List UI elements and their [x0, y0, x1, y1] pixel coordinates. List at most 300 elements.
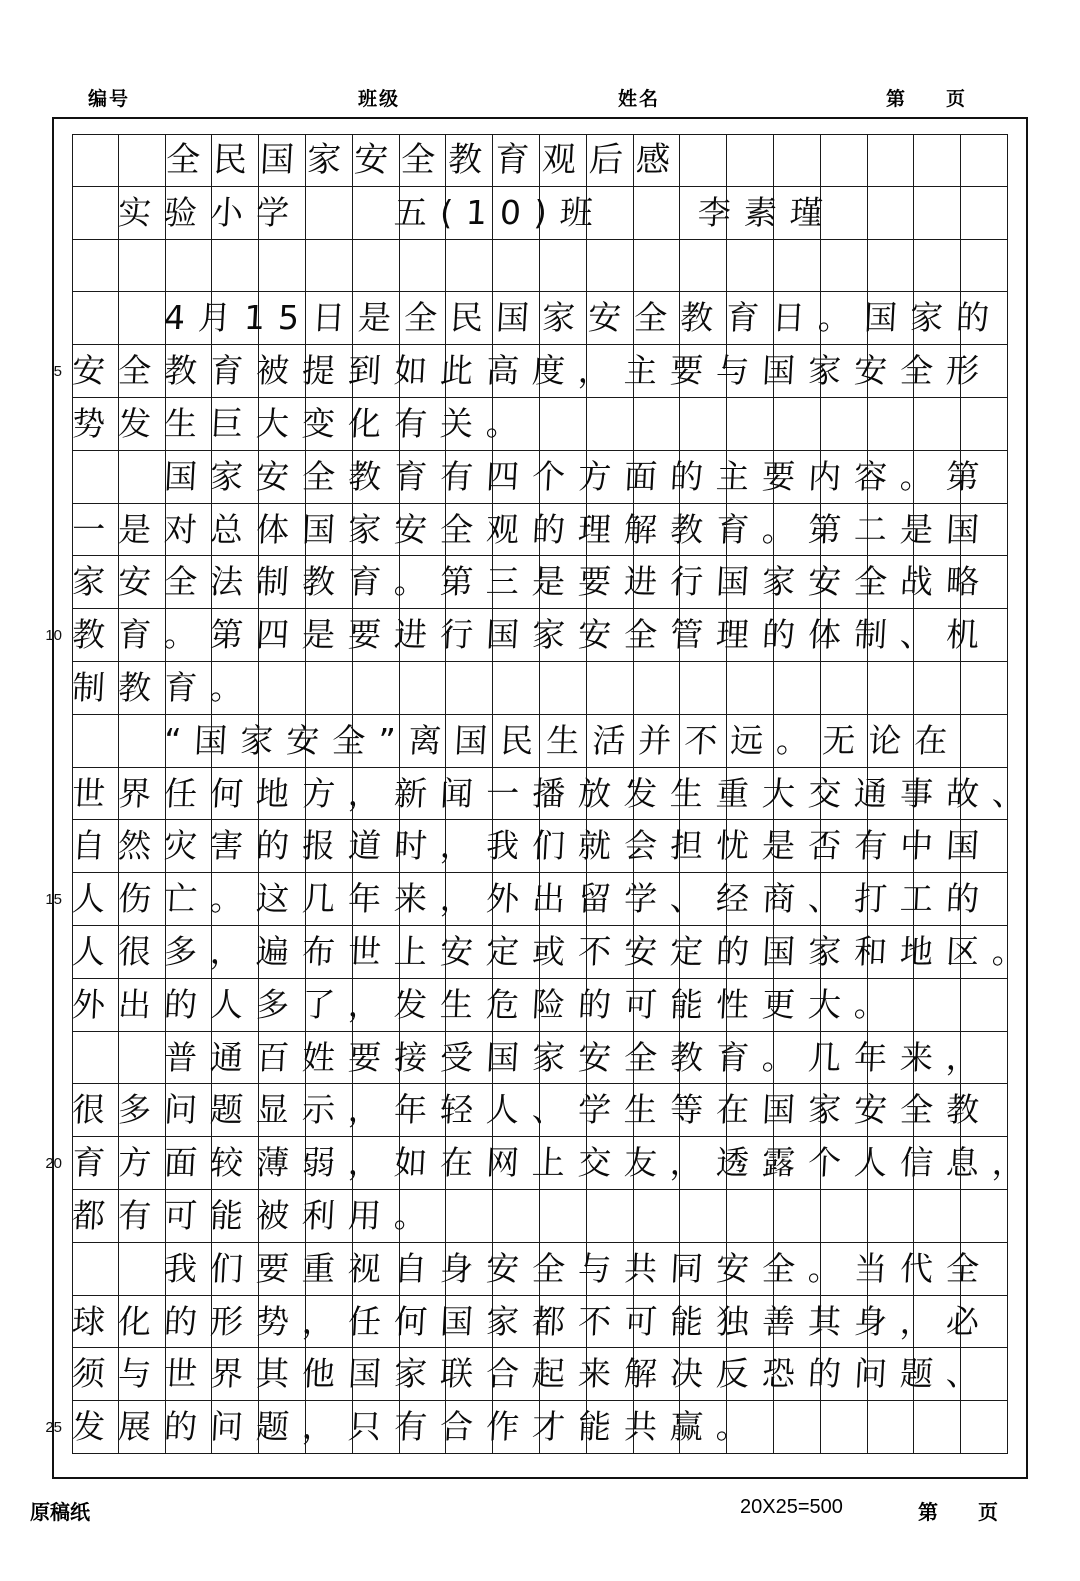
grid-cell — [587, 292, 634, 345]
grid-cell — [727, 768, 774, 821]
grid-cell — [727, 134, 774, 187]
grid-cell — [774, 504, 821, 557]
grid-cell — [72, 768, 119, 821]
grid-cell — [119, 451, 166, 504]
grid-cell — [446, 187, 493, 240]
grid-cell — [961, 504, 1008, 557]
grid-cell — [868, 451, 915, 504]
grid-cell — [540, 715, 587, 768]
grid-cell — [774, 768, 821, 821]
grid-cell — [493, 504, 540, 557]
grid-row — [72, 451, 1008, 504]
grid-cell — [166, 240, 213, 293]
grid-cell — [306, 715, 353, 768]
grid-cell — [914, 1348, 961, 1401]
grid-cell — [680, 556, 727, 609]
grid-cell — [446, 1296, 493, 1349]
grid-cell — [119, 1084, 166, 1137]
grid-cell — [868, 820, 915, 873]
grid-cell — [72, 292, 119, 345]
grid-row — [72, 1190, 1008, 1243]
grid-cell — [961, 820, 1008, 873]
grid-cell — [212, 1243, 259, 1296]
grid-cell — [72, 1190, 119, 1243]
grid-cell — [493, 556, 540, 609]
grid-cell — [166, 662, 213, 715]
grid-cell — [400, 873, 447, 926]
grid-cell — [119, 1348, 166, 1401]
grid-cell — [493, 1243, 540, 1296]
handwritten-line: 人很多，遍布世上安定或不安定的国家和地区。 — [71, 932, 1040, 971]
grid-cell — [259, 1401, 306, 1454]
grid-cell — [587, 768, 634, 821]
grid-cell — [914, 820, 961, 873]
grid-cell — [259, 768, 306, 821]
grid-cell — [680, 1084, 727, 1137]
grid-cell — [446, 134, 493, 187]
grid-cell — [914, 1243, 961, 1296]
grid-cell — [680, 240, 727, 293]
grid-cell — [727, 1243, 774, 1296]
grid-cell — [774, 662, 821, 715]
grid-cell — [727, 1032, 774, 1085]
grid-cell — [540, 1348, 587, 1401]
grid-cell — [446, 345, 493, 398]
grid-cell — [774, 715, 821, 768]
grid-cell — [634, 292, 681, 345]
grid-cell — [400, 609, 447, 662]
handwritten-line: 球化的形势，任何国家都不可能独善其身，必 — [71, 1301, 994, 1341]
grid-cell — [119, 398, 166, 451]
grid-cell — [680, 768, 727, 821]
grid-cell — [868, 556, 915, 609]
grid-cell — [306, 1243, 353, 1296]
grid-cell — [774, 1243, 821, 1296]
grid-cell — [166, 609, 213, 662]
grid-cell — [72, 187, 119, 240]
grid-cell — [680, 187, 727, 240]
grid-cell — [259, 240, 306, 293]
grid-cell — [634, 1190, 681, 1243]
grid-cell — [259, 979, 306, 1032]
grid-cell — [634, 715, 681, 768]
grid-cell — [540, 398, 587, 451]
grid-cell — [821, 820, 868, 873]
grid-cell — [72, 926, 119, 979]
grid-cell — [72, 134, 119, 187]
grid-cell — [821, 292, 868, 345]
grid-cell — [774, 556, 821, 609]
header-label-xingming: 姓名 — [618, 89, 661, 110]
grid-cell — [400, 662, 447, 715]
grid-cell — [493, 1032, 540, 1085]
grid-cell — [400, 1296, 447, 1349]
grid-cell — [400, 1401, 447, 1454]
grid-cell — [166, 504, 213, 557]
grid-cell — [259, 1084, 306, 1137]
grid-cell — [212, 1032, 259, 1085]
grid-cell — [540, 1296, 587, 1349]
grid-cell — [259, 609, 306, 662]
grid-cell — [400, 926, 447, 979]
grid-cell — [353, 556, 400, 609]
grid-cell — [680, 345, 727, 398]
grid-cell — [166, 820, 213, 873]
grid-row — [72, 345, 1008, 398]
grid-cell — [634, 662, 681, 715]
grid-cell — [914, 662, 961, 715]
grid-cell — [634, 820, 681, 873]
grid-cell — [306, 398, 353, 451]
handwritten-line: 世界任何地方，新闻一播放发生重大交通事故、 — [71, 773, 1040, 813]
handwritten-line: 我们要重视自身安全与共同安全。当代全 — [71, 1248, 994, 1288]
grid-row — [71, 926, 1040, 979]
grid-cell — [446, 1032, 493, 1085]
grid-cell — [119, 1296, 166, 1349]
grid-cell — [446, 1137, 493, 1190]
line-number: 5 — [53, 362, 62, 380]
grid-cell — [166, 979, 213, 1032]
grid-cell — [166, 556, 213, 609]
grid-cell — [961, 451, 1008, 504]
grid-cell — [400, 715, 447, 768]
grid-cell — [680, 398, 727, 451]
grid-cell — [821, 134, 868, 187]
grid-cell — [540, 768, 587, 821]
grid-cell — [961, 134, 1008, 187]
grid-cell — [119, 873, 166, 926]
grid-cell — [914, 1137, 961, 1190]
handwritten-line: 国家安全教育有四个方面的主要内容。第 — [71, 456, 994, 496]
grid-cell — [259, 398, 306, 451]
grid-cell — [587, 715, 634, 768]
grid-cell — [493, 134, 540, 187]
grid-cell — [634, 768, 681, 821]
grid-cell — [868, 768, 915, 821]
grid-cell — [259, 556, 306, 609]
grid-cell — [493, 979, 540, 1032]
header-label-di: 第 — [886, 89, 908, 110]
handwritten-line: 外出的人多了，发生危险的可能性更大。 — [71, 984, 902, 1024]
grid-cell — [540, 292, 587, 345]
grid-cell — [400, 1032, 447, 1085]
grid-cell — [821, 873, 868, 926]
grid-cell — [727, 292, 774, 345]
grid-cell — [306, 451, 353, 504]
grid-cell — [446, 240, 493, 293]
grid-row — [72, 1084, 1008, 1137]
grid-cell — [353, 873, 400, 926]
grid-cell — [774, 609, 821, 662]
grid-cell — [914, 345, 961, 398]
grid-cell — [774, 187, 821, 240]
grid-cell — [680, 1137, 727, 1190]
grid-cell — [961, 662, 1008, 715]
grid-cell — [212, 398, 259, 451]
grid-cell — [774, 1190, 821, 1243]
grid-cell — [868, 1190, 915, 1243]
footer-label-di: 第 — [918, 1502, 938, 1524]
grid-cell — [400, 1084, 447, 1137]
grid-cell — [72, 715, 119, 768]
grid-cell — [493, 926, 540, 979]
grid-cell — [72, 979, 119, 1032]
grid-cell — [961, 1137, 1008, 1190]
grid-row — [72, 873, 1008, 926]
grid-row — [72, 1296, 1008, 1349]
grid-cell — [821, 1084, 868, 1137]
grid-cell — [119, 768, 166, 821]
grid-cell — [821, 187, 868, 240]
grid-cell — [587, 662, 634, 715]
grid-cell — [774, 451, 821, 504]
grid-cell — [961, 1032, 1008, 1085]
grid-cell — [914, 134, 961, 187]
grid-cell — [212, 1084, 259, 1137]
grid-row — [72, 292, 1008, 345]
grid-row — [72, 715, 1008, 768]
grid-cell — [353, 609, 400, 662]
grid-cell — [540, 1401, 587, 1454]
grid-cell — [72, 1296, 119, 1349]
grid-cell — [353, 1190, 400, 1243]
grid-cell — [821, 926, 868, 979]
grid-cell — [634, 1137, 681, 1190]
grid-cell — [119, 345, 166, 398]
grid-cell — [212, 979, 259, 1032]
grid-cell — [727, 398, 774, 451]
grid-cell — [212, 292, 259, 345]
handwritten-line: 安全教育被提到如此高度，主要与国家安全形 — [71, 351, 994, 391]
grid-cell — [821, 556, 868, 609]
grid-cell — [119, 820, 166, 873]
grid-cell — [72, 345, 119, 398]
grid-cell — [821, 451, 868, 504]
grid-cell — [821, 345, 868, 398]
grid-cell — [587, 873, 634, 926]
grid-cell — [680, 1296, 727, 1349]
grid-cell — [493, 1348, 540, 1401]
grid-cell — [212, 820, 259, 873]
grid-cell — [446, 1401, 493, 1454]
grid-cell — [166, 768, 213, 821]
grid-cell — [446, 556, 493, 609]
grid-cell — [868, 979, 915, 1032]
grid-cell — [119, 662, 166, 715]
grid-cell — [727, 979, 774, 1032]
grid-cell — [306, 873, 353, 926]
grid-cell — [634, 398, 681, 451]
grid-cell — [259, 926, 306, 979]
grid-cell — [212, 873, 259, 926]
grid-cell — [446, 451, 493, 504]
grid-cell — [166, 1348, 213, 1401]
grid-row — [72, 1032, 1008, 1085]
grid-cell — [212, 662, 259, 715]
grid-cell — [587, 1348, 634, 1401]
grid-cell — [119, 926, 166, 979]
grid-cell — [212, 134, 259, 187]
grid-cell — [306, 979, 353, 1032]
grid-cell — [774, 1296, 821, 1349]
grid-cell — [821, 1243, 868, 1296]
grid-cell — [774, 1137, 821, 1190]
grid-cell — [353, 240, 400, 293]
grid-cell — [400, 768, 447, 821]
grid-cell — [493, 609, 540, 662]
grid-cell — [727, 820, 774, 873]
grid-cell — [821, 1348, 868, 1401]
grid-cell — [446, 1084, 493, 1137]
grid-cell — [634, 1032, 681, 1085]
grid-cell — [587, 134, 634, 187]
grid-cell — [353, 134, 400, 187]
grid-cell — [914, 556, 961, 609]
grid-cell — [821, 1296, 868, 1349]
grid-cell — [821, 1401, 868, 1454]
grid-cell — [306, 504, 353, 557]
grid-cell — [680, 1401, 727, 1454]
grid-cell — [727, 1348, 774, 1401]
grid-cell — [868, 1032, 915, 1085]
handwritten-line: 一是对总体国家安全观的理解教育。第二是国 — [71, 509, 994, 549]
grid-cell — [961, 1243, 1008, 1296]
header-label-banji: 班级 — [358, 89, 401, 110]
grid-cell — [821, 609, 868, 662]
grid-cell — [587, 345, 634, 398]
grid-cell — [540, 134, 587, 187]
grid-cell — [868, 715, 915, 768]
grid-cell — [400, 345, 447, 398]
grid-cell — [774, 292, 821, 345]
grid-cell — [212, 1348, 259, 1401]
grid-cell — [166, 1401, 213, 1454]
grid-cell — [446, 1190, 493, 1243]
grid-cell — [446, 1243, 493, 1296]
grid-cell — [212, 240, 259, 293]
grid-cell — [119, 979, 166, 1032]
grid-row — [72, 609, 1008, 662]
grid-cell — [821, 662, 868, 715]
grid-cell — [868, 1401, 915, 1454]
grid-cell — [119, 134, 166, 187]
grid-cell — [914, 715, 961, 768]
grid-cell — [493, 398, 540, 451]
grid-cell — [72, 662, 119, 715]
grid-cell — [868, 1296, 915, 1349]
grid-cell — [493, 715, 540, 768]
grid-cell — [727, 1401, 774, 1454]
grid-cell — [72, 1401, 119, 1454]
grid-cell — [540, 1137, 587, 1190]
grid-cell — [774, 1084, 821, 1137]
grid-cell — [400, 1137, 447, 1190]
grid-cell — [587, 504, 634, 557]
grid-cell — [212, 768, 259, 821]
grid-cell — [306, 1296, 353, 1349]
header-label-bianhao: 编号 — [88, 89, 131, 110]
grid-cell — [587, 1190, 634, 1243]
grid-cell — [680, 1348, 727, 1401]
grid-cell — [587, 979, 634, 1032]
grid-cell — [212, 1190, 259, 1243]
grid-cell — [914, 292, 961, 345]
grid-cell — [400, 134, 447, 187]
grid-cell — [493, 1084, 540, 1137]
grid-cell — [493, 1401, 540, 1454]
line-number: 20 — [45, 1154, 62, 1172]
grid-cell — [353, 1348, 400, 1401]
grid-cell — [680, 1243, 727, 1296]
grid-cell — [868, 1084, 915, 1137]
grid-cell — [493, 292, 540, 345]
grid-cell — [166, 1084, 213, 1137]
grid-cell — [821, 1137, 868, 1190]
grid-cell — [914, 398, 961, 451]
grid-cell — [119, 240, 166, 293]
grid-row — [72, 662, 1008, 715]
grid-cell — [493, 451, 540, 504]
grid-cell — [493, 1137, 540, 1190]
grid-cell — [493, 1190, 540, 1243]
grid-cell — [540, 240, 587, 293]
grid-cell — [446, 662, 493, 715]
grid-row — [71, 768, 1040, 821]
grid-cell — [680, 1190, 727, 1243]
grid-cell — [166, 398, 213, 451]
grid-cell — [727, 1190, 774, 1243]
grid-cell — [821, 715, 868, 768]
grid-cell — [961, 1190, 1008, 1243]
grid-cell — [634, 1401, 681, 1454]
grid-cell — [400, 1190, 447, 1243]
grid-cell — [961, 1084, 1008, 1137]
grid-cell — [774, 926, 821, 979]
grid-cell — [166, 1190, 213, 1243]
grid-cell — [212, 345, 259, 398]
grid-cell — [119, 504, 166, 557]
grid-cell — [306, 345, 353, 398]
grid-cell — [914, 240, 961, 293]
grid-cell — [306, 1084, 353, 1137]
grid-cell — [353, 926, 400, 979]
grid-cell — [821, 398, 868, 451]
grid-cell — [400, 187, 447, 240]
grid-cell — [259, 187, 306, 240]
grid-cell — [914, 1190, 961, 1243]
grid-cell — [727, 609, 774, 662]
grid-cell — [961, 1348, 1008, 1401]
grid-cell — [72, 1084, 119, 1137]
grid-cell — [961, 1296, 1008, 1349]
line-number: 15 — [45, 890, 62, 908]
grid-cell — [493, 1296, 540, 1349]
grid-cell — [166, 345, 213, 398]
grid-cell — [446, 768, 493, 821]
grid-row — [72, 187, 1008, 240]
grid-cell — [353, 292, 400, 345]
grid-cell — [914, 926, 961, 979]
grid-cell — [540, 187, 587, 240]
grid-cell — [774, 1032, 821, 1085]
grid-cell — [540, 979, 587, 1032]
grid-cell — [493, 873, 540, 926]
grid-cell — [587, 398, 634, 451]
grid-cell — [119, 1243, 166, 1296]
grid-cell — [353, 768, 400, 821]
grid-cell — [446, 1348, 493, 1401]
handwritten-line: 实验小学 五(10)班 李素瑾 — [71, 192, 837, 232]
